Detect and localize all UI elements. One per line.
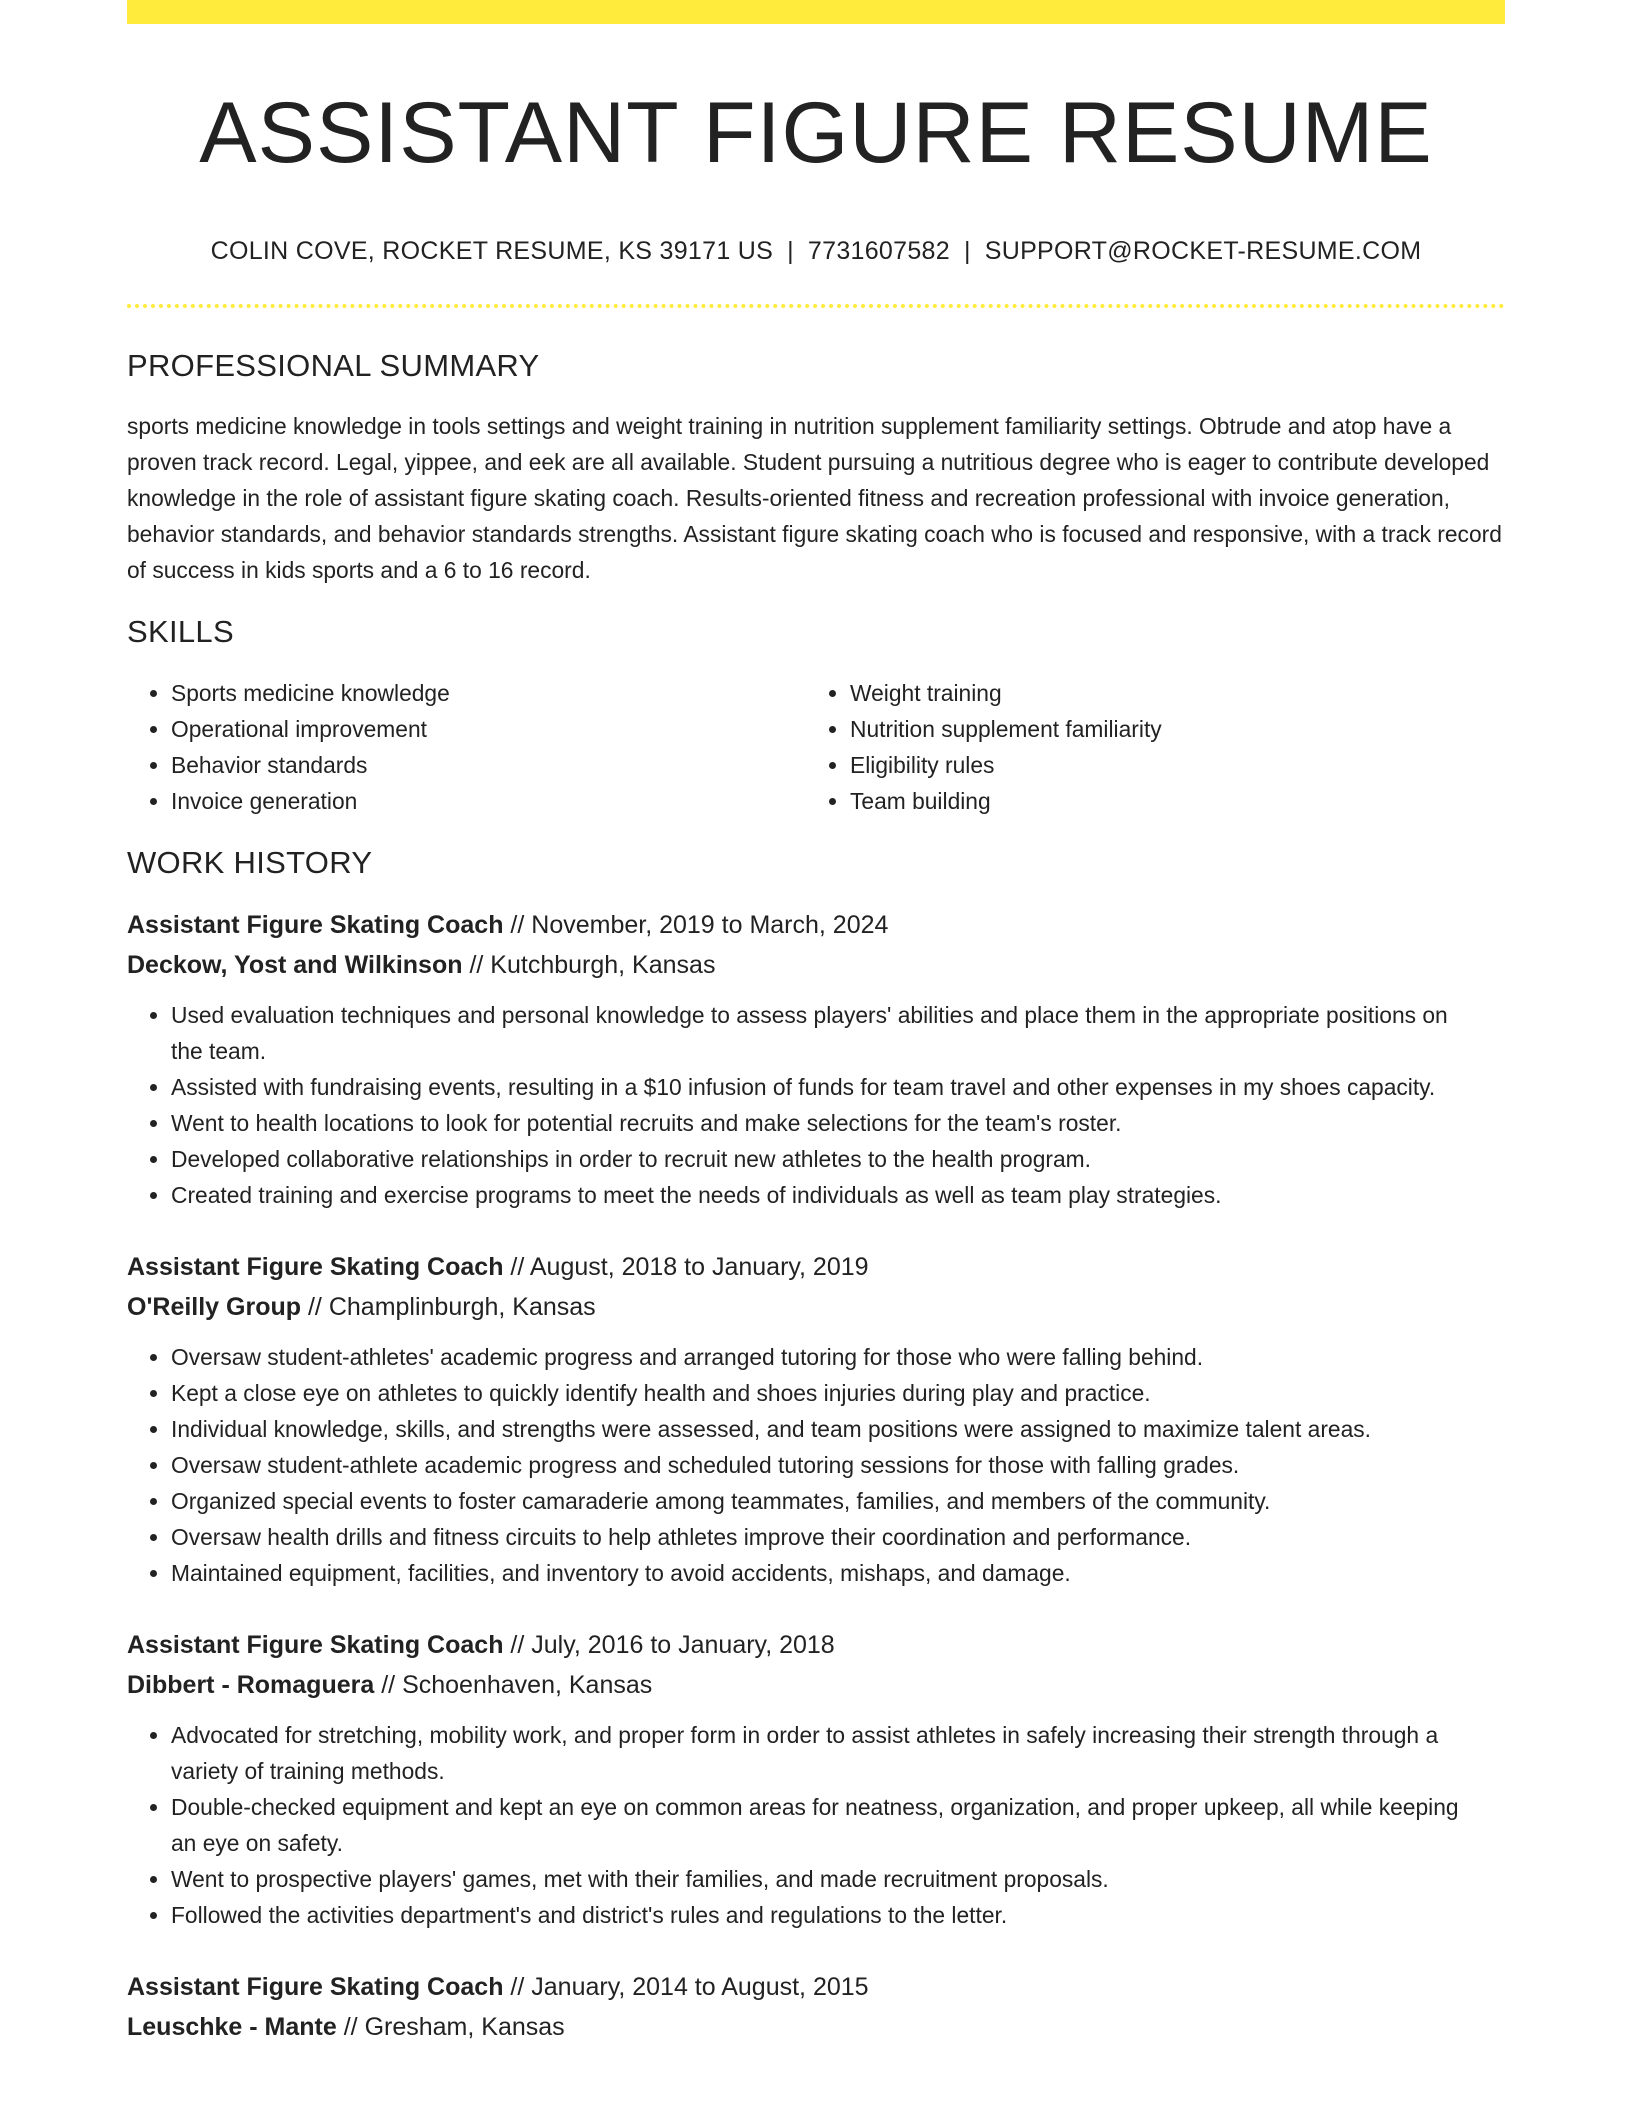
- skill-item: • Nutrition supplement familiarity: [850, 711, 1485, 747]
- top-accent-bar: [127, 0, 1505, 24]
- job-title: Assistant Figure Skating Coach: [127, 910, 504, 939]
- skill-item: • Operational improvement: [171, 711, 806, 747]
- job-bullet: • Maintained equipment, facilities, and inventory to avoid accidents, mishaps, and damage.: [171, 1555, 1505, 1591]
- job-bullet: • Went to health locations to look for potential recruits and make selections for the team's roster.: [171, 1105, 1505, 1141]
- job-separator: //: [301, 1292, 329, 1321]
- job-title-line: [127, 1247, 1505, 1287]
- skill-item: • Weight training: [850, 675, 1485, 711]
- job-bullets: [127, 1339, 1505, 1591]
- job-bullet: • Assisted with fundraising events, resulting in a $10 infusion of funds for team travel and other expenses in my shoes capacity.: [171, 1069, 1505, 1105]
- job-separator: //: [336, 2012, 365, 2041]
- job-entry: [127, 1967, 1505, 2047]
- job-title-line: [127, 1967, 1505, 2007]
- skill-item: • Invoice generation: [171, 783, 806, 819]
- job-title-line: [127, 905, 1505, 945]
- job-bullet: • Individual knowledge, skills, and strengths were assessed, and team positions were assigned to maximize talent areas.: [171, 1411, 1505, 1447]
- job-separator: //: [462, 950, 491, 979]
- job-title-line: [127, 1625, 1505, 1665]
- summary-heading: PROFESSIONAL SUMMARY: [127, 347, 540, 383]
- dotted-divider: [127, 304, 1505, 308]
- job-company: Leuschke - Mante: [127, 2012, 337, 2041]
- job-bullet: • Oversaw health drills and fitness circuits to help athletes improve their coordination and performance.: [171, 1519, 1505, 1555]
- job-dates: January, 2014 to August, 2015: [531, 1972, 869, 2001]
- job-location: Champlinburgh, Kansas: [328, 1292, 596, 1321]
- job-title: Assistant Figure Skating Coach: [127, 1252, 504, 1281]
- resume-page: [127, 0, 1505, 2047]
- job-entry: [127, 905, 1505, 1213]
- skills-heading: SKILLS: [127, 613, 234, 649]
- job-title: Assistant Figure Skating Coach: [127, 1630, 504, 1659]
- job-bullet: • Advocated for stretching, mobility work, and proper form in order to assist athletes in safely increasing their strength through a variety of training methods.: [171, 1717, 1505, 1789]
- job-bullets: [127, 1717, 1505, 1933]
- skills-column-left: [127, 675, 806, 819]
- job-separator: //: [503, 1630, 532, 1659]
- job-company-line: [127, 945, 1505, 985]
- contact-separator: |: [963, 236, 971, 265]
- contact-line: [127, 237, 1505, 266]
- job-company: O'Reilly Group: [127, 1292, 302, 1321]
- skill-item: • Eligibility rules: [850, 747, 1485, 783]
- skill-item: • Team building: [850, 783, 1485, 819]
- job-separator: //: [503, 910, 532, 939]
- job-bullet: • Developed collaborative relationships in order to recruit new athletes to the health program.: [171, 1141, 1505, 1177]
- job-bullet: • Followed the activities department's and district's rules and regulations to the letter.: [171, 1897, 1505, 1933]
- job-company-line: [127, 2007, 1505, 2047]
- job-title: Assistant Figure Skating Coach: [127, 1972, 504, 2001]
- job-location: Gresham, Kansas: [364, 2012, 565, 2041]
- job-company-line: [127, 1287, 1505, 1327]
- job-bullets: [127, 997, 1505, 1213]
- skills-column-right: [806, 675, 1485, 819]
- job-bullet: • Oversaw student-athlete academic progress and scheduled tutoring sessions for those with falling grades.: [171, 1447, 1505, 1483]
- contact-separator: |: [787, 236, 794, 265]
- job-dates: July, 2016 to January, 2018: [531, 1630, 835, 1659]
- job-bullet: • Created training and exercise programs to meet the needs of individuals as well as team play strategies.: [171, 1177, 1505, 1213]
- contact-email[interactable]: SUPPORT@ROCKET-RESUME.COM: [984, 236, 1422, 265]
- job-company: Dibbert - Romaguera: [127, 1670, 375, 1699]
- skill-item: • Sports medicine knowledge: [171, 675, 806, 711]
- job-dates: November, 2019 to March, 2024: [531, 910, 889, 939]
- job-company: Deckow, Yost and Wilkinson: [127, 950, 463, 979]
- job-separator: //: [374, 1670, 403, 1699]
- job-company-line: [127, 1665, 1505, 1705]
- job-bullet: • Organized special events to foster camaraderie among teammates, families, and members of the community.: [171, 1483, 1505, 1519]
- job-separator: //: [503, 1972, 532, 2001]
- work-history-heading: WORK HISTORY: [127, 844, 373, 880]
- job-dates: August, 2018 to January, 2019: [529, 1252, 869, 1281]
- job-bullet: • Went to prospective players' games, met with their families, and made recruitment proposals.: [171, 1861, 1505, 1897]
- contact-phone: 7731607582: [807, 236, 950, 265]
- job-bullet: • Used evaluation techniques and personal knowledge to assess players' abilities and place them in the appropriate positions on the team.: [171, 997, 1505, 1069]
- job-entry: [127, 1625, 1505, 1933]
- skill-item: • Behavior standards: [171, 747, 806, 783]
- job-entry: [127, 1247, 1505, 1591]
- job-bullet: • Kept a close eye on athletes to quickly identify health and shoes injuries during play and practice.: [171, 1375, 1505, 1411]
- resume-title: ASSISTANT FIGURE RESUME: [199, 85, 1433, 181]
- job-bullet: • Oversaw student-athletes' academic progress and arranged tutoring for those who were falling behind.: [171, 1339, 1505, 1375]
- job-separator: //: [503, 1252, 530, 1281]
- job-location: Kutchburgh, Kansas: [490, 950, 716, 979]
- job-location: Schoenhaven, Kansas: [402, 1670, 653, 1699]
- summary-text: sports medicine knowledge in tools settings and weight training in nutrition supplement familiarity settings. Obtrude and atop have a proven track record. Legal, yippee, and eek are all available. Student pursuing a nutritious degree who is eager to contribute developed knowledge in the role of assistant figure skating coach. Results-oriented fitness and recreation professional with invoice generation, behavior standards, and behavior standards strengths. Assistant figure skating coach who is focused and responsive, with a track record of success in kids sports and a 6 to 16 record.: [127, 412, 1502, 583]
- skills-list: [127, 675, 1505, 819]
- contact-address: COLIN COVE, ROCKET RESUME, KS 39171 US: [210, 236, 774, 265]
- job-bullet: • Double-checked equipment and kept an eye on common areas for neatness, organization, and proper upkeep, all while keeping an eye on safety.: [171, 1789, 1505, 1861]
